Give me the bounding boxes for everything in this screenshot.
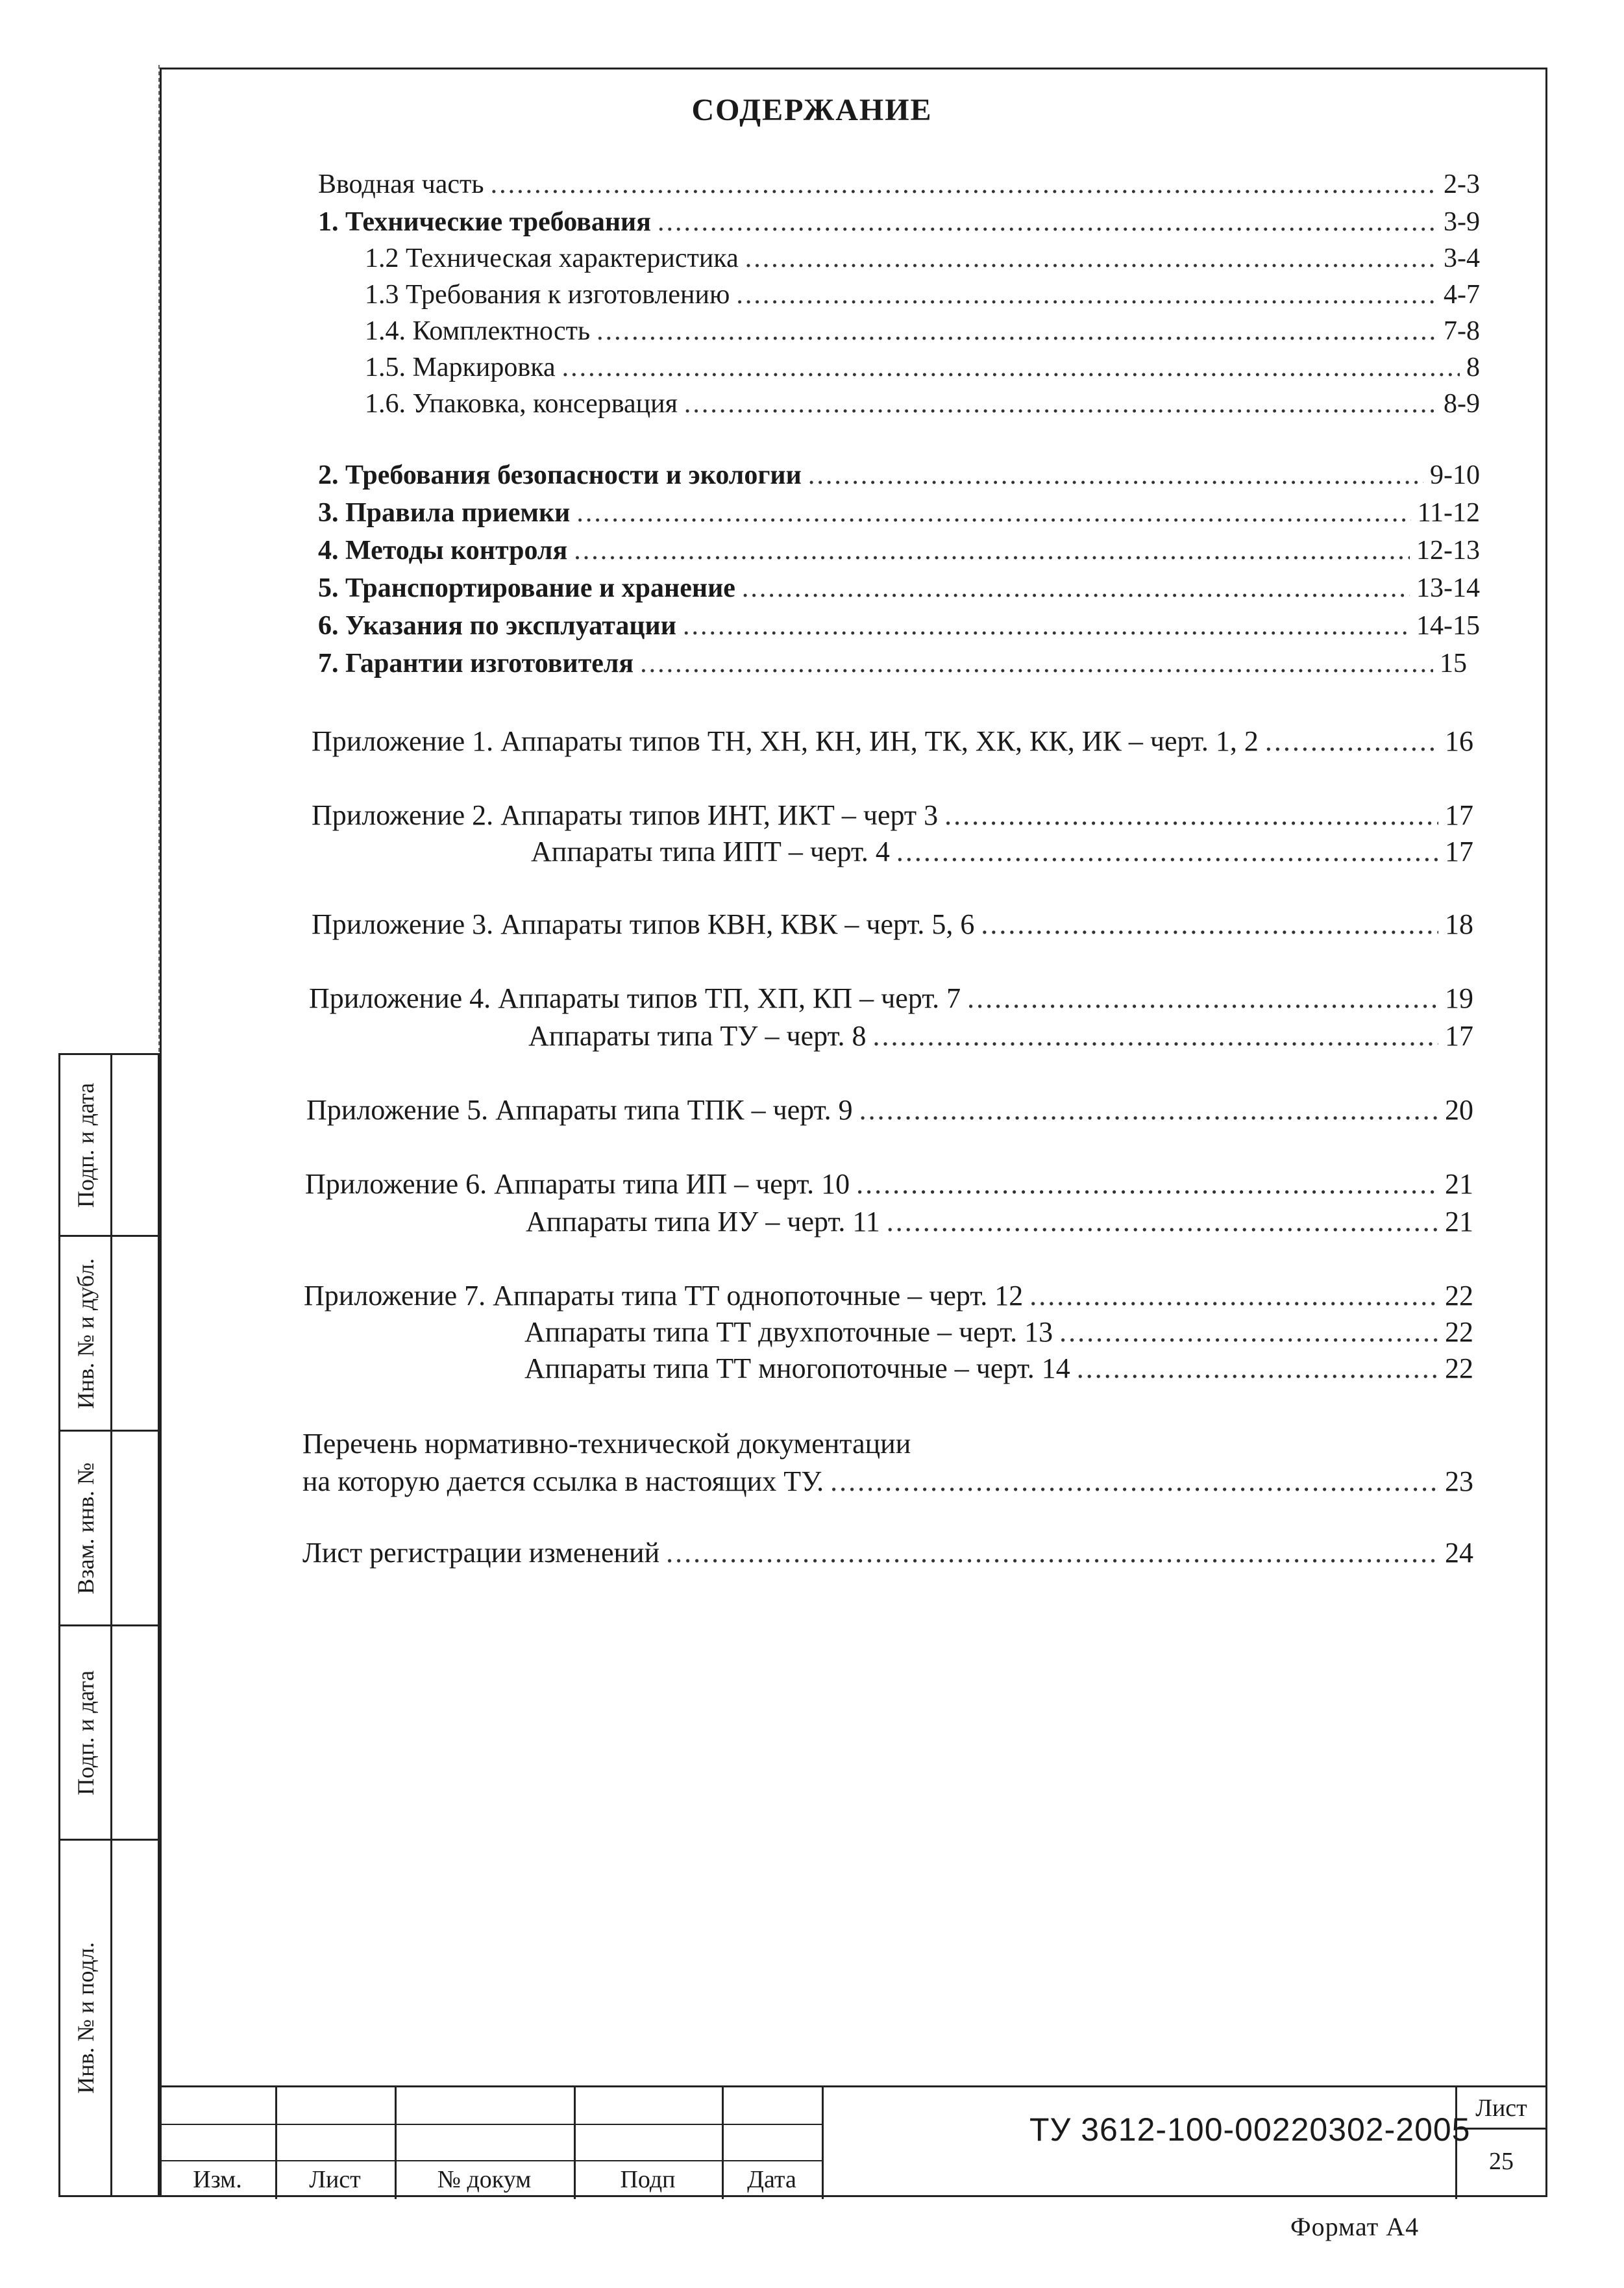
toc-entry-text: 7. Гарантии изготовителя bbox=[318, 649, 634, 678]
toc-entry-text: Приложение 6. Аппараты типа ИП – черт. 10 bbox=[305, 1168, 850, 1200]
toc-entry-text: Аппараты типа ТУ – черт. 8 bbox=[528, 1020, 867, 1052]
side-stamp bbox=[58, 1053, 160, 2197]
toc-entry-text: Лист регистрации изменений bbox=[302, 1537, 660, 1569]
toc-entry-intro bbox=[318, 169, 1480, 205]
document-title: СОДЕРЖАНИЕ bbox=[691, 93, 933, 127]
toc-entry-page: 3-9 bbox=[1444, 207, 1480, 237]
column-list: Лист bbox=[309, 2166, 361, 2193]
toc-entry-revision-sheet bbox=[302, 1536, 1473, 1573]
toc-entry-page: 21 bbox=[1445, 1206, 1473, 1237]
toc-entry-page: 8 bbox=[1466, 353, 1480, 382]
toc-entry-page: 8-9 bbox=[1444, 389, 1480, 419]
toc-entry-text: 1.6. Упаковка, консервация bbox=[365, 389, 678, 419]
toc-entry-section-5 bbox=[318, 573, 1480, 609]
toc-entry-page: 9-10 bbox=[1430, 460, 1480, 490]
toc-entry-page: 19 bbox=[1445, 982, 1473, 1014]
toc-entry-appendix-6b bbox=[526, 1205, 1473, 1241]
toc-entry-text: Аппараты типа ТТ многопоточные – черт. 14 bbox=[524, 1352, 1070, 1384]
toc-entry-appendix-6 bbox=[305, 1167, 1473, 1204]
sheet-number: 25 bbox=[1489, 2148, 1514, 2175]
toc-entry-text: Приложение 7. Аппараты типа ТТ однопоточные – черт. 12 bbox=[304, 1280, 1024, 1312]
toc-entry-appendix-4b bbox=[528, 1019, 1473, 1056]
document-code: ТУ 3612-100-00220302-2005 bbox=[1029, 2111, 1471, 2148]
toc-entry-page: 11-12 bbox=[1417, 498, 1480, 528]
toc-entry-page: 24 bbox=[1445, 1537, 1473, 1569]
toc-entry-page: 2-3 bbox=[1444, 169, 1480, 199]
toc-entry-section-3 bbox=[318, 497, 1480, 534]
toc-entry-appendix-5 bbox=[306, 1093, 1473, 1130]
toc-entry-text: 1.3 Требования к изготовлению bbox=[365, 280, 730, 310]
toc-entry-appendix-7b bbox=[524, 1315, 1473, 1352]
toc-entry-text: Аппараты типа ИПТ – черт. 4 bbox=[531, 836, 890, 867]
side-label: Подп. и дата bbox=[72, 1670, 99, 1795]
toc-entry-page: 15 bbox=[1440, 649, 1467, 678]
toc-entry-appendix-2 bbox=[312, 799, 1473, 835]
side-label: Инв. № и дубл. bbox=[72, 1258, 99, 1409]
toc-entry-text: Аппараты типа ИУ – черт. 11 bbox=[526, 1206, 880, 1237]
toc-entry-text: Приложение 2. Аппараты типов ИНТ, ИКТ – черт 3 bbox=[312, 799, 939, 831]
toc-entry-appendix-2b bbox=[531, 835, 1473, 871]
toc-entry-text: 4. Методы контроля bbox=[318, 536, 568, 566]
toc-entry-text: 5. Транспортирование и хранение bbox=[318, 573, 735, 603]
side-cell-signature-date-2 bbox=[60, 1626, 158, 1841]
toc-entry-page: 17 bbox=[1445, 799, 1473, 831]
toc-entry-page: 12-13 bbox=[1416, 536, 1480, 566]
toc-entry-page: 16 bbox=[1445, 725, 1473, 757]
toc-entry-section-2 bbox=[318, 460, 1480, 496]
toc-entry-appendix-7c bbox=[524, 1352, 1473, 1388]
toc-entry-1-6 bbox=[365, 388, 1480, 425]
toc-entry-text: Приложение 5. Аппараты типа ТПК – черт. 9 bbox=[306, 1094, 853, 1126]
toc-entry-1-5 bbox=[365, 352, 1480, 388]
side-label: Подп. и дата bbox=[72, 1082, 99, 1208]
side-cell-vzam-inv bbox=[60, 1432, 158, 1626]
toc-entry-page: 22 bbox=[1445, 1280, 1473, 1312]
column-izm: Изм. bbox=[193, 2166, 242, 2193]
toc-entry-appendix-4 bbox=[309, 982, 1473, 1018]
toc-entry-page: 18 bbox=[1445, 908, 1473, 940]
toc-entry-text: 3. Правила приемки bbox=[318, 498, 571, 528]
toc-entry-page: 14-15 bbox=[1416, 611, 1480, 641]
side-cell-inv-dubl bbox=[60, 1237, 158, 1432]
toc-entry-normative-title: Перечень нормативно-технической документации bbox=[302, 1428, 911, 1460]
toc-entry-page: 13-14 bbox=[1416, 573, 1480, 603]
toc-entry-section-4 bbox=[318, 535, 1480, 571]
side-label: Взам. инв. № bbox=[72, 1462, 99, 1594]
toc-entry-1-3 bbox=[365, 279, 1480, 316]
toc-entry-page: 20 bbox=[1445, 1094, 1473, 1126]
side-label: Инв. № и подл. bbox=[72, 1942, 99, 2094]
toc-entry-1-2 bbox=[365, 243, 1480, 279]
toc-entry-page: 22 bbox=[1445, 1316, 1473, 1348]
toc-entry-section-6 bbox=[318, 610, 1480, 647]
toc-entry-page: 3-4 bbox=[1444, 243, 1480, 273]
toc-entry-text: 2. Требования безопасности и экологии bbox=[318, 460, 802, 490]
toc-entry-text: 1.2 Техническая характеристика bbox=[365, 243, 739, 273]
toc-entry-text: 1.4. Комплектность bbox=[365, 316, 591, 346]
sheet-label: Лист bbox=[1475, 2095, 1527, 2122]
toc-entry-appendix-3 bbox=[312, 908, 1473, 944]
toc-entry-text: 1. Технические требования bbox=[318, 207, 651, 237]
toc-entry-text: Приложение 4. Аппараты типов ТП, ХП, КП – черт. 7 bbox=[309, 982, 961, 1014]
side-cell-inv-podl bbox=[60, 1841, 158, 2195]
toc-entry-text: Аппараты типа ТТ двухпоточные – черт. 13 bbox=[524, 1316, 1053, 1348]
column-signature: Подп bbox=[620, 2166, 676, 2193]
toc-entry-page: 4-7 bbox=[1444, 280, 1480, 310]
toc-entry-text: 6. Указания по эксплуатации bbox=[318, 611, 676, 641]
toc-entry-appendix-1 bbox=[312, 725, 1473, 761]
toc-entry-page: 21 bbox=[1445, 1168, 1473, 1200]
format-label: Формат А4 bbox=[1290, 2212, 1420, 2241]
toc-entry-text: Вводная часть bbox=[318, 169, 484, 199]
toc-entry-1-4 bbox=[365, 316, 1480, 352]
title-block bbox=[160, 2085, 1547, 2197]
column-date: Дата bbox=[747, 2166, 796, 2193]
side-cell-signature-date-1 bbox=[60, 1055, 158, 1237]
toc-entry-page: 17 bbox=[1445, 1020, 1473, 1052]
toc-entry-text: Приложение 3. Аппараты типов КВН, КВК – черт. 5, 6 bbox=[312, 908, 975, 940]
toc-entry-text: Приложение 1. Аппараты типов ТН, ХН, КН, ИН, ТК, ХК, КК, ИК – черт. 1, 2 bbox=[312, 725, 1259, 757]
toc-entry-section-7 bbox=[318, 648, 1467, 684]
toc-entry-page: 7-8 bbox=[1444, 316, 1480, 346]
toc-entry-page: 22 bbox=[1445, 1352, 1473, 1384]
toc-entry-text: 1.5. Маркировка bbox=[365, 353, 556, 382]
toc-entry-page: 23 bbox=[1445, 1465, 1473, 1497]
toc-entry-text: на которую дается ссылка в настоящих ТУ. bbox=[302, 1465, 824, 1497]
toc-entry-normative bbox=[302, 1465, 1473, 1501]
toc-entry-appendix-7 bbox=[304, 1279, 1473, 1315]
toc-entry-section-1 bbox=[318, 206, 1480, 243]
column-doc-number: № докум bbox=[437, 2166, 532, 2193]
toc-entry-page: 17 bbox=[1445, 836, 1473, 867]
